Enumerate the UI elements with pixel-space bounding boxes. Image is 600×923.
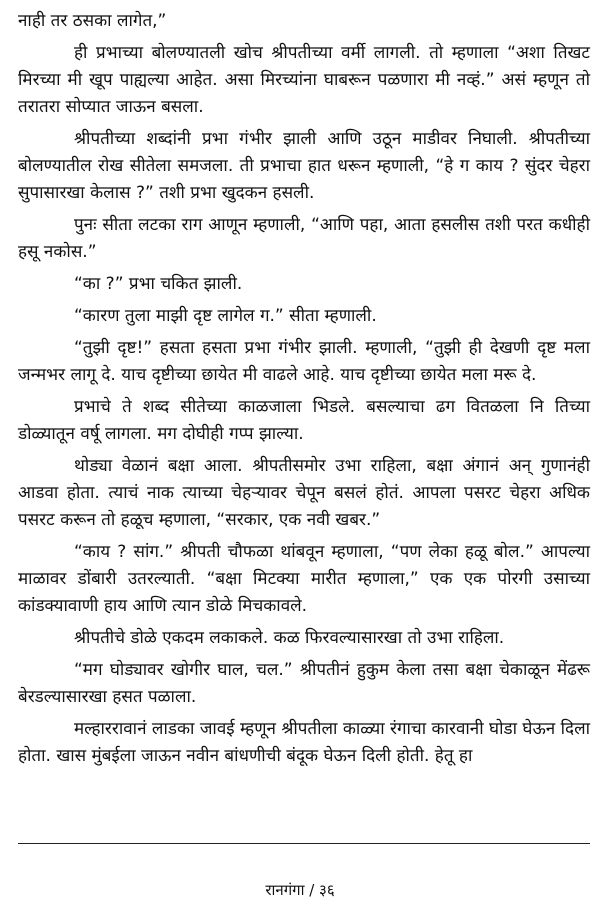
page-number-label: रानगंगा / ३६ [265, 881, 335, 899]
paragraph: श्रीपतीच्या शब्दांनी प्रभा गंभीर झाली आणि उठून माडीवर निघाली. श्रीपतीच्या बोलण्यातील रोख सीतेला समजला. ती प्रभाचा हात धरून म्हणाली, “हे ग काय ? सुंदर चेहरा सुपासारखा केलास ?” तशी प्रभा खुदकन हसली. [18, 129, 590, 203]
paragraph: नाही तर ठसका लागेत,” [18, 11, 167, 31]
paragraph: पुनः सीता लटका राग आणून म्हणाली, “आणि पहा, आता हसलीस तशी परत कधीही हसू नकोस.” [18, 215, 590, 262]
page-footer [0, 880, 600, 900]
paragraph: “काय ? सांग.” श्रीपती चौफळा थांबवून म्हणाला, “पण लेका हळू बोल.” आपल्या माळावर डोंबारी उतरल्याती. “बक्षा मिटक्या मारीत म्हणाला,” एक एक पोरगी उसाच्या कांडक्यावाणी हाय आणि त्यान डोळे मिचकावले. [18, 542, 590, 616]
paragraph: श्रीपतीचे डोळे एकदम लकाकले. कळ फिरवल्यासारखा तो उभा राहिला. [74, 628, 505, 648]
paragraph: “मग घोड्यावर खोगीर घाल, चल.” श्रीपतीनं हुकुम केला तसा बक्षा चेकाळून मेंढरू बेरडल्यासारखा हसत पळाला. [18, 660, 590, 707]
paragraph: ही प्रभाच्या बोलण्यातली खोच श्रीपतीच्या वर्मी लागली. तो म्हणाला “अशा तिखट मिरच्या मी खूप पाह्यल्या आहेत. असा मिरच्यांना घाबरून पळणारा मी नव्हं.” असं म्हणून तो तरातरा सोप्यात जाऊन बसला. [18, 43, 590, 117]
paragraph: “का ?” प्रभा चकित झाली. [74, 274, 243, 294]
page-text-body [18, 8, 590, 775]
footer-divider [18, 843, 590, 844]
paragraph: प्रभाचे ते शब्द सीतेच्या काळजाला भिडले. बसल्याचा ढग वितळला नि तिच्या डोळ्यातून वर्षू लागला. मग दोघीही गप्प झाल्या. [18, 397, 590, 444]
paragraph: मल्हाररावानं लाडका जावई म्हणून श्रीपतीला काळ्या रंगाचा कारवानी घोडा घेऊन दिला होता. खास मुंबईला जाऊन नवीन बांधणीची बंदूक घेऊन दिली होती. हेतू हा [18, 719, 590, 766]
paragraph: “तुझी दृष्ट!” हसता हसता प्रभा गंभीर झाली. म्हणाली, “तुझी ही देखणी दृष्ट मला जन्मभर लागू दे. याच दृष्टीच्या छायेत मी वाढले आहे. याच दृष्टीच्या छायेत मला मरू दे. [18, 338, 590, 385]
paragraph: “कारण तुला माझी दृष्ट लागेल ग.” सीता म्हणाली. [74, 306, 377, 326]
paragraph: थोड्या वेळानं बक्षा आला. श्रीपतीसमोर उभा राहिला, बक्षा अंगानं अन् गुणानंही आडवा होता. त्याचं नाक त्याच्या चेहऱ्यावर चेपून बसलं होतं. आपला पसरट चेहरा अधिक पसरट करून तो हळूच म्हणाला, “सरकार, एक नवी खबर.” [18, 456, 590, 530]
